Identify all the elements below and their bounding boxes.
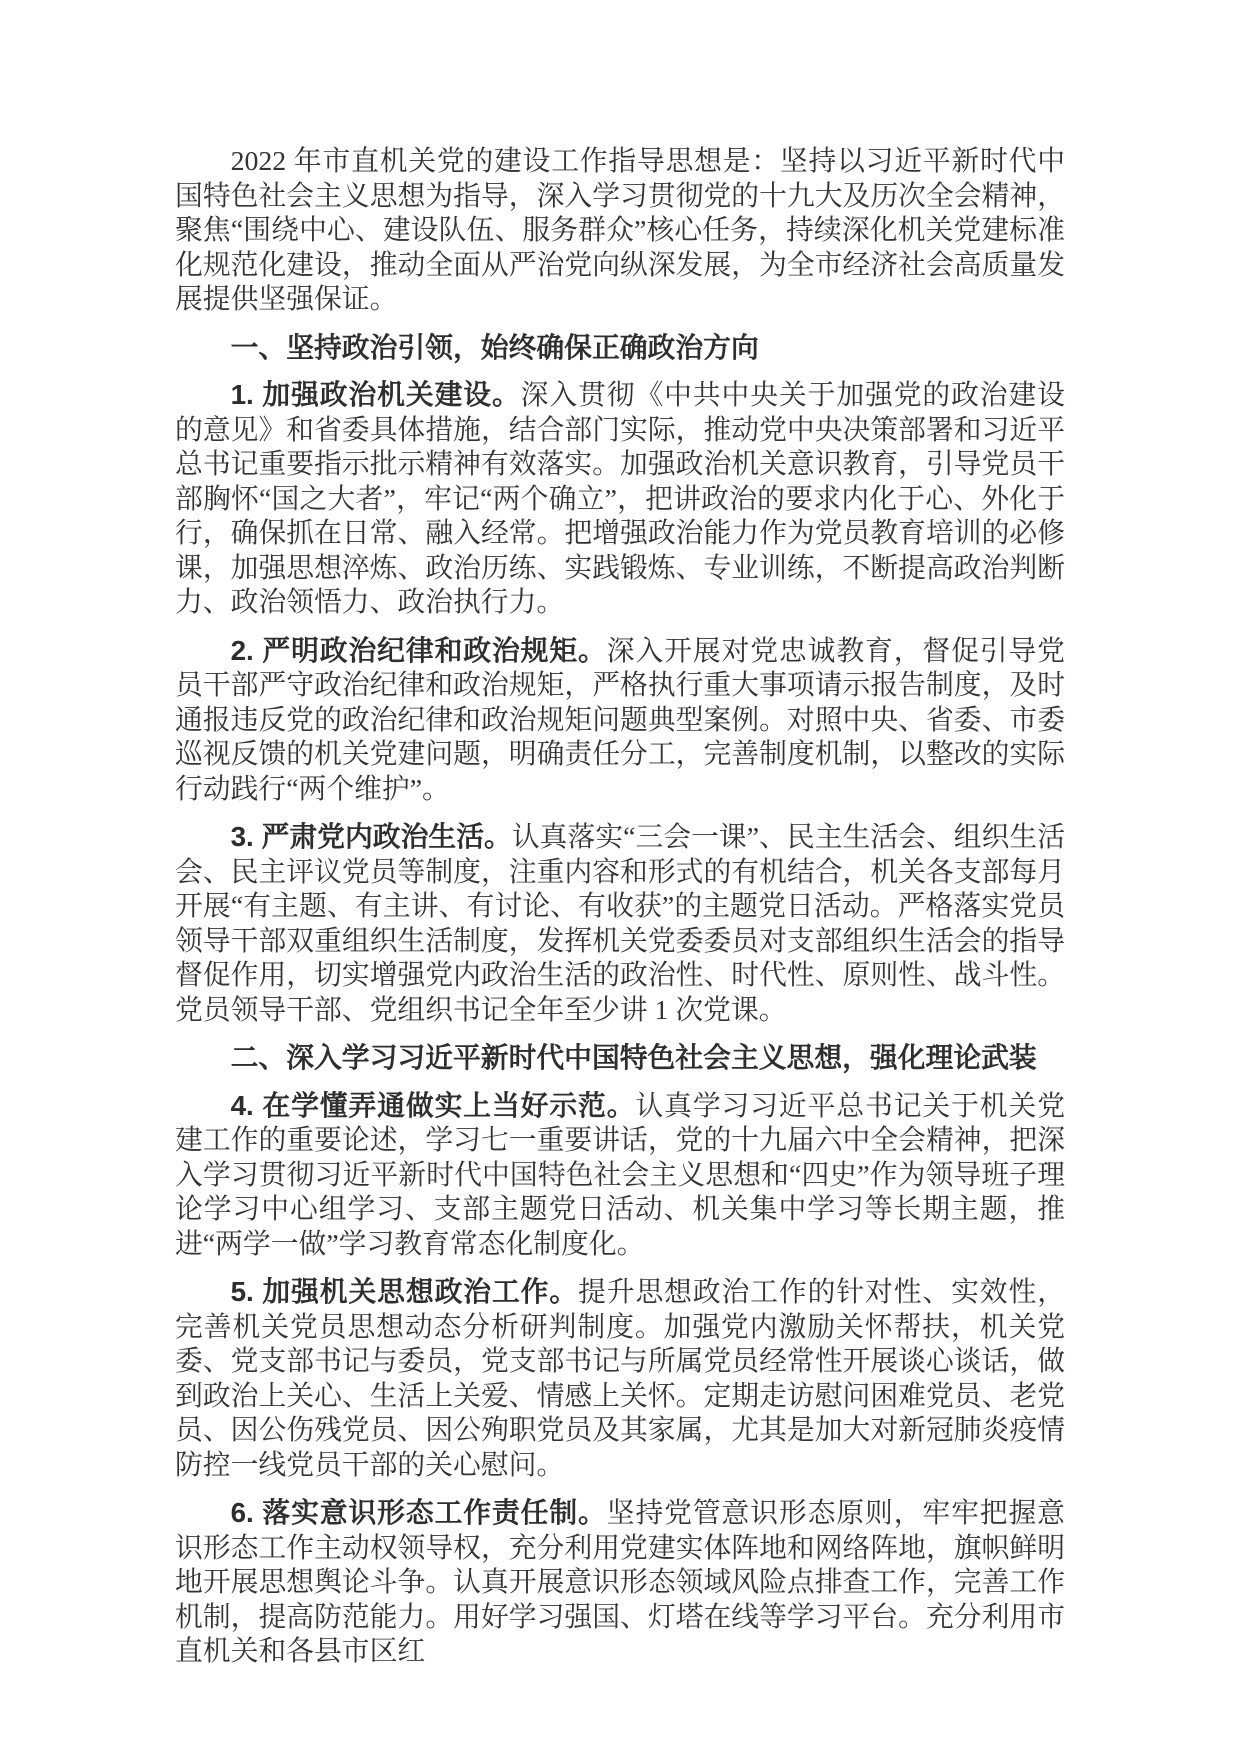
paragraph-5-lead: 5. 加强机关思想政治工作。 (230, 1276, 579, 1307)
paragraph-2-text: 深入开展对党忠诚教育，督促引导党员干部严守政治纪律和政治规矩，严格执行重大事项请示报告制度，及时通报违反党的政治纪律和政治规矩问题典型案例。对照中央、省委、市委巡视反馈的机关党建问题，明确责任分工，完善制度机制，以整改的实际行动践行“两个维护”。 (175, 635, 1065, 805)
paragraph-3 (175, 820, 1065, 1028)
paragraph-6-text: 坚持党管意识形态原则，牢牢把握意识形态工作主动权领导权，充分利用党建实体阵地和网络阵地，旗帜鲜明地开展思想舆论斗争。认真开展意识形态领域风险点排查工作，完善工作机制，提高防范能力。用好学习强国、灯塔在线等学习平台。充分利用市直机关和各县市区红 (175, 1498, 1065, 1667)
paragraph-5-text: 提升思想政治工作的针对性、实效性，完善机关党员思想动态分析研判制度。加强党内激励关怀帮扶，机关党委、党支部书记与委员，党支部书记与所属党员经常性开展谈心谈话，做到政治上关心、生活上关爱、情感上关怀。定期走访慰问困难党员、老党员、因公伤残党员、因公殉职党员及其家属，尤其是加大对新冠肺炎疫情防控一线党员干部的关心慰问。 (175, 1277, 1065, 1481)
paragraph-1-lead: 1. 加强政治机关建设。 (230, 379, 521, 410)
paragraph-1 (175, 378, 1065, 621)
paragraph-6 (175, 1496, 1065, 1670)
section-heading-2: 二、深入学习习近平新时代中国特色社会主义思想，强化理论武装 (230, 1042, 1037, 1073)
paragraph-3-text: 认真落实“三会一课”、民主生活会、组织生活会、民主评议党员等制度，注重内容和形式的有机结合，机关各支部每月开展“有主题、有主讲、有讨论、有收获”的主题党日活动。严格落实党员领导干部双重组织生活制度，发挥机关党委委员对支部组织生活会的指导督促作用，切实增强党内政治生活的政治性、时代性、原则性、战斗性。党员领导干部、党组织书记全年至少讲 1 次党课。 (175, 822, 1065, 1026)
paragraph-4-lead: 4. 在学懂弄通做实上当好示范。 (230, 1089, 636, 1121)
intro-paragraph: 2022 年市直机关党的建设工作指导思想是：坚持以习近平新时代中国特色社会主义思想为指导，深入学习贯彻党的十九大及历次全会精神，聚焦“围绕中心、建设队伍、服务群众”核心任务，持续深化机关党建标准化规范化建设，推动全面从严治党向纵深发展，为全市经济社会高质量发展提供坚强保证。 (175, 146, 1065, 315)
paragraph-2-lead: 2. 严明政治纪律和政治规矩。 (230, 634, 607, 666)
section-heading-1: 一、坚持政治引领，始终确保正确政治方向 (230, 331, 759, 363)
paragraph-5 (175, 1275, 1065, 1483)
paragraph-6-lead: 6. 落实意识形态工作责任制。 (230, 1497, 607, 1528)
paragraph-4 (175, 1089, 1065, 1263)
paragraph-1-text: 深入贯彻《中共中央关于加强党的政治建设的意见》和省委具体措施，结合部门实际，推动党中央决策部署和习近平总书记重要指示批示精神有效落实。加强政治机关意识教育，引导党员干部胸怀“国之大者”，牢记“两个确立”，把讲政治的要求内化于心、外化于行，确保抓在日常、融入经常。把增强政治能力作为党员教育培训的必修课，加强思想淬炼、政治历练、实践锻炼、专业训练，不断提高政治判断力、政治领悟力、政治执行力。 (175, 380, 1065, 618)
paragraph-2 (175, 634, 1065, 808)
paragraph-3-lead: 3. 严肃党内政治生活。 (230, 821, 512, 852)
paragraph-4-text: 认真学习习近平总书记关于机关党建工作的重要论述，学习七一重要讲话，党的十九届六中全会精神，把深入学习贯彻习近平新时代中国特色社会主义思想和“四史”作为领导班子理论学习中心组学习、支部主题党日活动、机关集中学习等长期主题，推进“两学一做”学习教育常态化制度化。 (175, 1090, 1065, 1260)
